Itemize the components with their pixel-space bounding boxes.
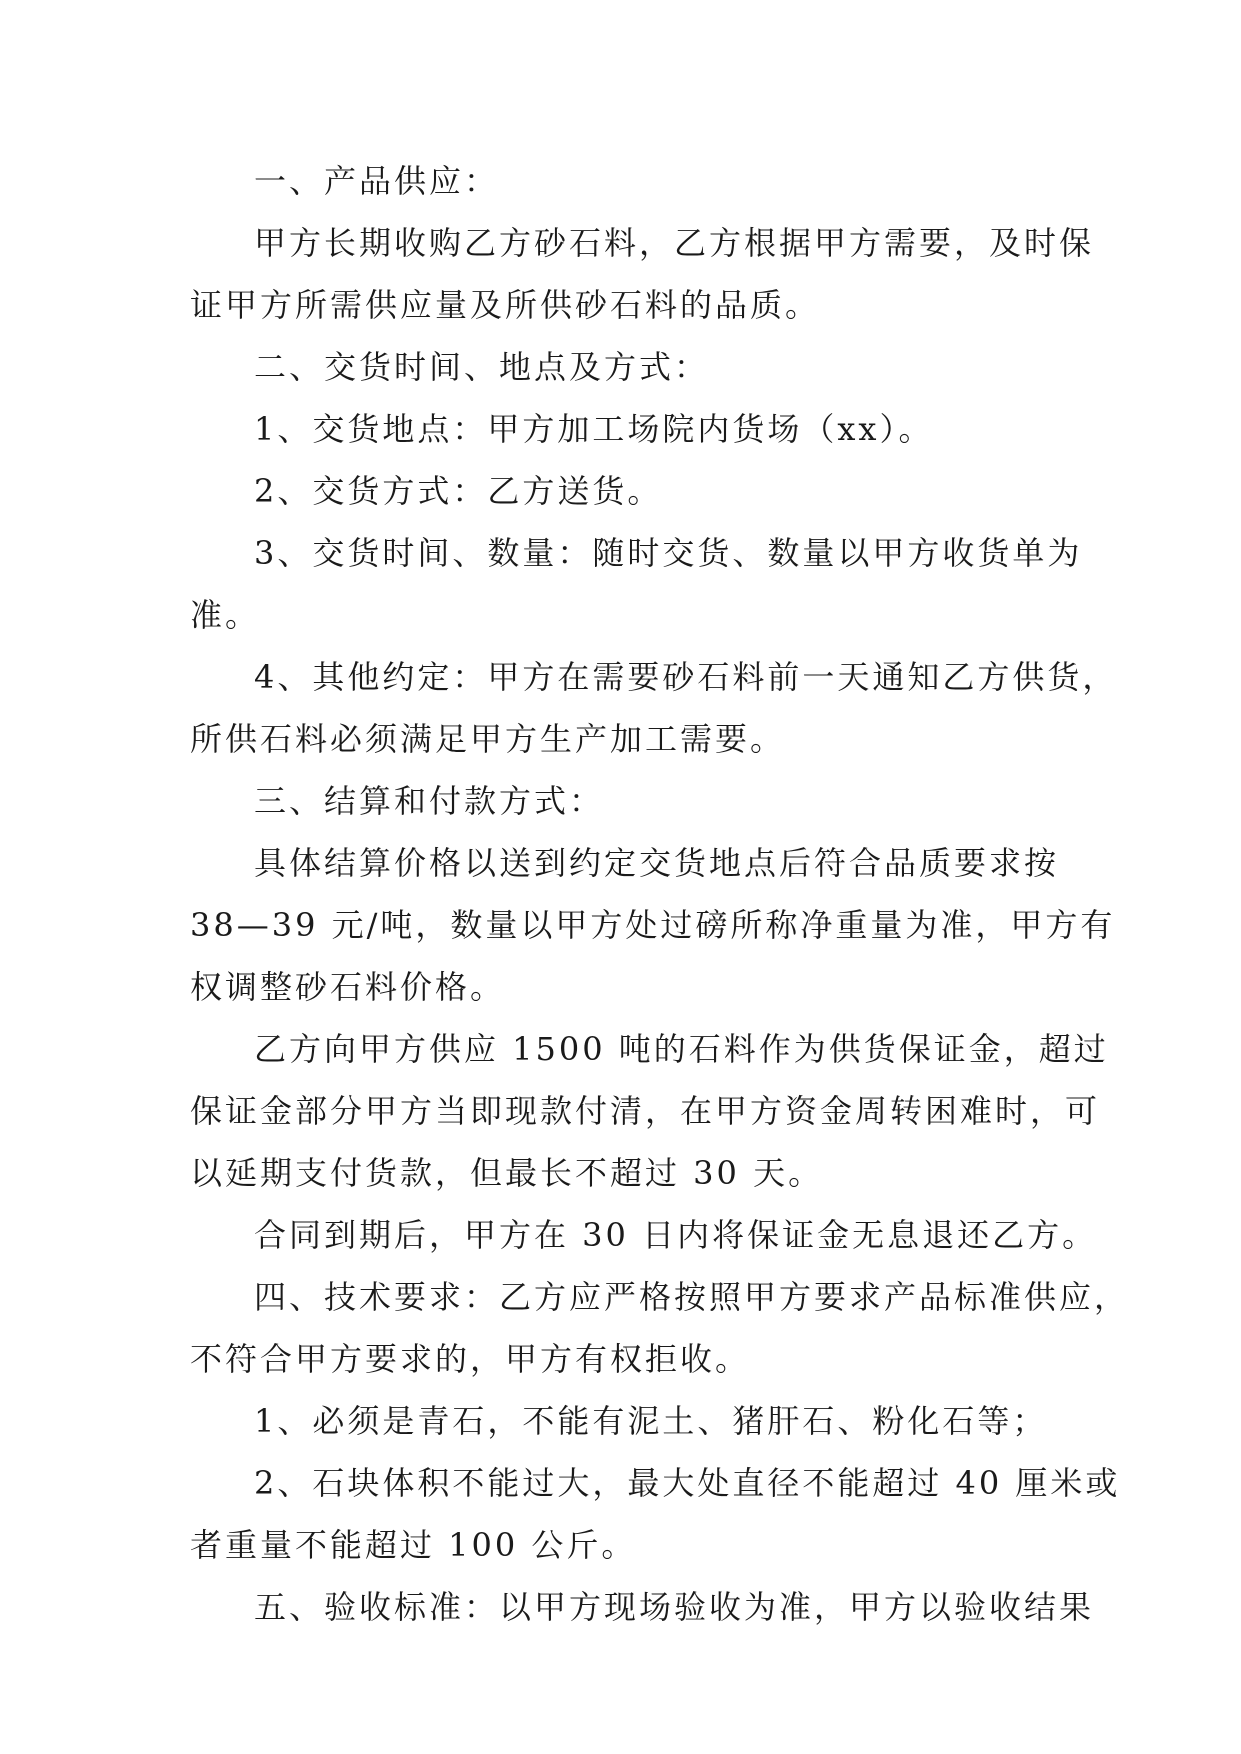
text-line: 权调整砂石料价格。 <box>190 968 506 1006</box>
text-line: 38—39 元/吨，数量以甲方处过磅所称净重量为准，甲方有 <box>190 906 1116 944</box>
text-line: 以延期支付货款，但最长不超过 30 天。 <box>190 1154 824 1192</box>
text-line: 2、交货方式：乙方送货。 <box>254 472 663 510</box>
text-line: 1、必须是青石，不能有泥土、猪肝石、粉化石等； <box>254 1402 1048 1440</box>
text-line: 证甲方所需供应量及所供砂石料的品质。 <box>190 286 821 324</box>
text-line: 准。 <box>190 596 261 634</box>
text-line: 1、交货地点：甲方加工场院内货场（xx）。 <box>254 410 934 448</box>
text-line: 3、交货时间、数量：随时交货、数量以甲方收货单为 <box>254 534 1083 572</box>
text-line: 一、产品供应： <box>254 162 500 200</box>
contract-body <box>190 150 1130 1638</box>
text-line: 者重量不能超过 100 公斤。 <box>190 1526 637 1564</box>
text-line: 三、结算和付款方式： <box>254 782 605 820</box>
text-line: 所供石料必须满足甲方生产加工需要。 <box>190 720 786 758</box>
text-line: 4、其他约定：甲方在需要砂石料前一天通知乙方供货， <box>254 658 1118 696</box>
text-line: 2、石块体积不能过大，最大处直径不能超过 40 厘米或 <box>254 1464 1121 1502</box>
text-line: 甲方长期收购乙方砂石料，乙方根据甲方需要，及时保 <box>254 224 1095 262</box>
text-line: 乙方向甲方供应 1500 吨的石料作为供货保证金，超过 <box>254 1030 1109 1068</box>
text-line: 合同到期后，甲方在 30 日内将保证金无息退还乙方。 <box>254 1216 1098 1254</box>
text-line: 五、验收标准：以甲方现场验收为准，甲方以验收结果 <box>254 1588 1095 1626</box>
text-line: 二、交货时间、地点及方式： <box>254 348 710 386</box>
text-line: 不符合甲方要求的，甲方有权拒收。 <box>190 1340 751 1378</box>
text-line: 四、技术要求：乙方应严格按照甲方要求产品标准供应， <box>254 1278 1130 1316</box>
text-line: 保证金部分甲方当即现款付清，在甲方资金周转困难时，可 <box>190 1092 1101 1130</box>
text-line: 具体结算价格以送到约定交货地点后符合品质要求按 <box>254 844 1060 882</box>
